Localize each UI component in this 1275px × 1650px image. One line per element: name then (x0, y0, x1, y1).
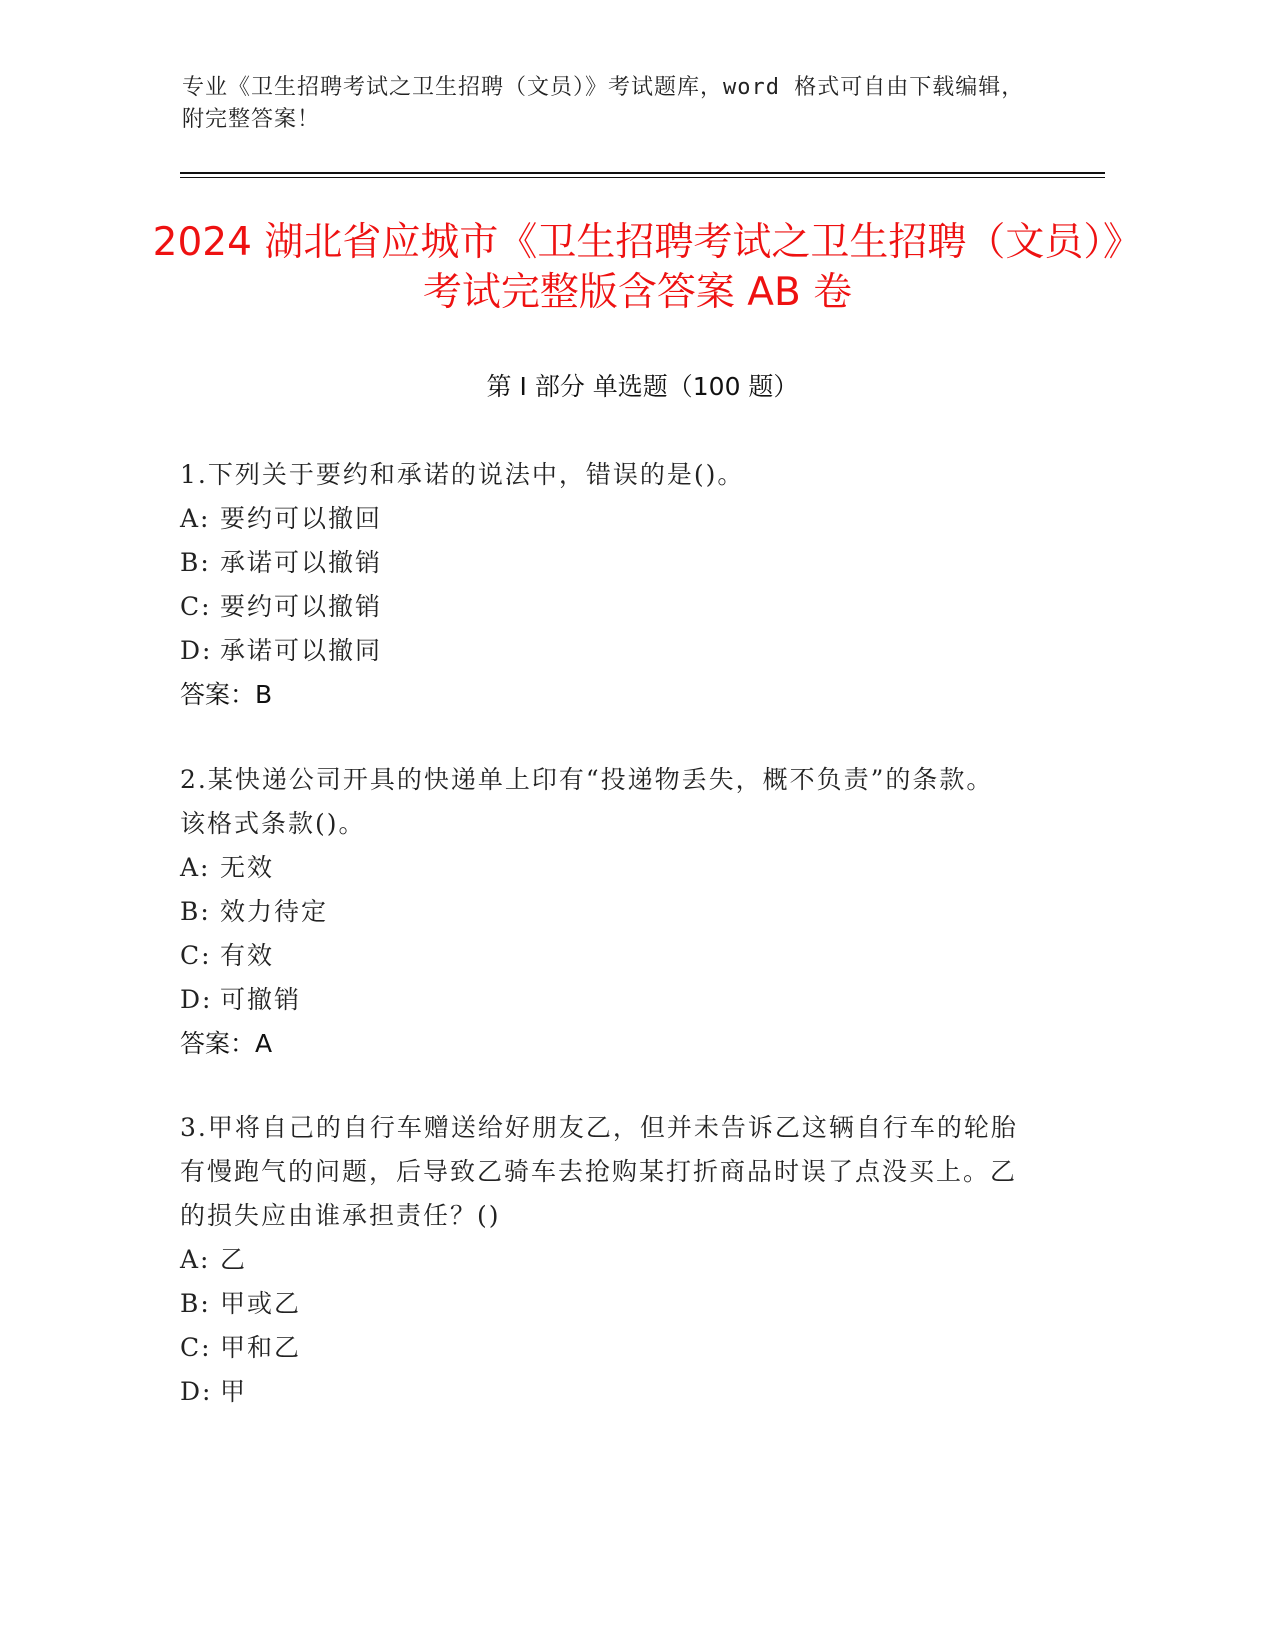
option-d (180, 1370, 1020, 1414)
option-key: C: (180, 941, 212, 970)
option-key: D: (180, 1377, 213, 1406)
option-text: 要约可以撤回 (220, 504, 383, 533)
question-1 (180, 453, 1020, 717)
option-text: 效力待定 (220, 897, 329, 926)
option-text: 承诺可以撤同 (220, 636, 383, 665)
option-key: A: (180, 1245, 211, 1274)
option-a (180, 846, 1020, 890)
question-2 (180, 758, 1020, 1066)
option-d (180, 978, 1020, 1022)
option-key: C: (180, 592, 212, 621)
document-title: 2024 湖北省应城市《卫生招聘考试之卫生招聘（文员）》考试完整版含答案 AB 卷 (152, 220, 1123, 315)
answer-label: 答案：A (180, 1029, 273, 1058)
option-key: B: (180, 548, 211, 577)
header-note: 专业《卫生招聘考试之卫生招聘（文员）》考试题库，word 格式可自由下载编辑，附完整答案！ (182, 75, 1025, 132)
option-key: B: (180, 1289, 211, 1318)
option-c (180, 934, 1020, 978)
option-c (180, 585, 1020, 629)
header-divider-thin (180, 177, 1105, 178)
option-a (180, 497, 1020, 541)
option-a (180, 1238, 1020, 1282)
option-c (180, 1326, 1020, 1370)
option-b (180, 890, 1020, 934)
option-text: 可撤销 (220, 985, 302, 1014)
option-text: 甲 (220, 1377, 248, 1406)
section-title: 第 I 部分 单选题（100 题） (486, 372, 799, 401)
header-divider-thick (180, 172, 1105, 174)
option-text: 乙 (220, 1245, 248, 1274)
option-text: 甲或乙 (220, 1289, 302, 1318)
option-text: 甲和乙 (220, 1333, 302, 1362)
question-stem: 1.下列关于要约和承诺的说法中，错误的是()。 (180, 460, 745, 489)
option-text: 无效 (220, 853, 275, 882)
option-text: 承诺可以撤销 (220, 548, 383, 577)
question-3 (180, 1106, 1020, 1414)
question-stem: 2.某快递公司开具的快递单上印有“投递物丢失，概不负责”的条款。该格式条款()。 (180, 765, 994, 838)
option-key: C: (180, 1333, 212, 1362)
option-key: A: (180, 504, 211, 533)
option-text: 要约可以撤销 (220, 592, 383, 621)
option-key: D: (180, 985, 213, 1014)
option-b (180, 1282, 1020, 1326)
option-b (180, 541, 1020, 585)
answer-label: 答案：B (180, 680, 273, 709)
question-stem: 3.甲将自己的自行车赠送给好朋友乙，但并未告诉乙这辆自行车的轮胎有慢跑气的问题，后导致乙骑车去抢购某打折商品时误了点没买上。乙的损失应由谁承担责任？() (180, 1113, 1018, 1230)
option-text: 有效 (220, 941, 275, 970)
option-key: B: (180, 897, 211, 926)
option-d (180, 629, 1020, 673)
option-key: D: (180, 636, 213, 665)
option-key: A: (180, 853, 211, 882)
